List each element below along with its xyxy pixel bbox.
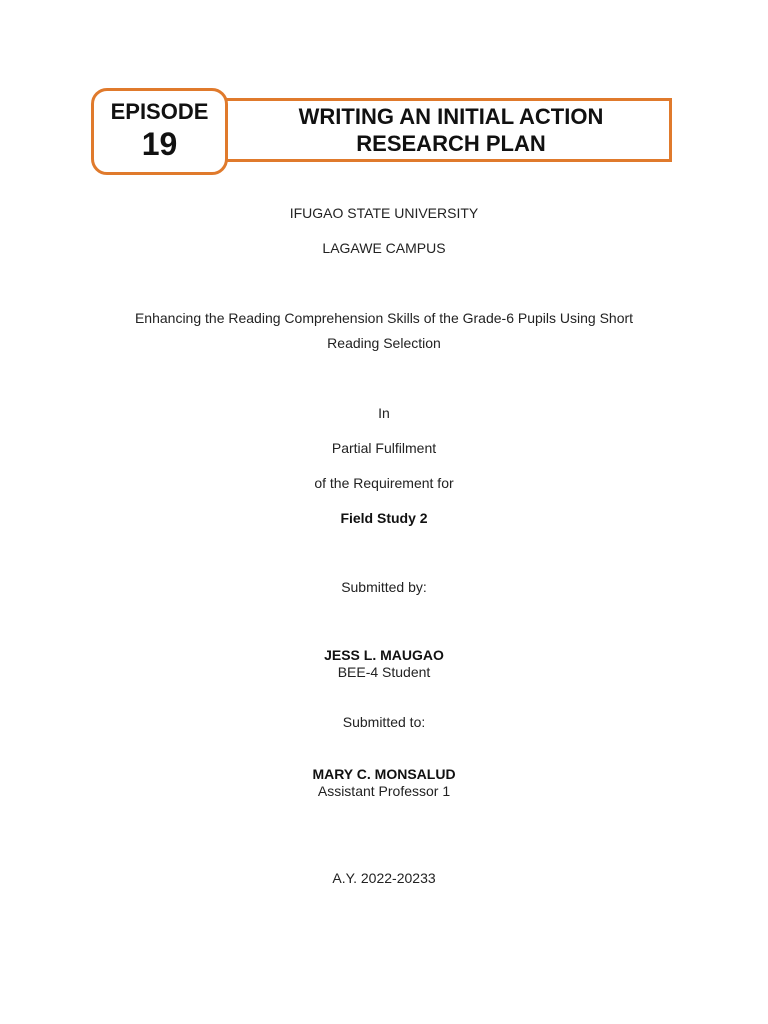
submitter-name: JESS L. MAUGAO <box>324 647 444 663</box>
in-text: In <box>378 405 390 421</box>
episode-badge <box>91 88 228 175</box>
research-title-line-1: Enhancing the Reading Comprehension Skills of the Grade-6 Pupils Using Short <box>134 310 634 326</box>
title-line-2: RESEARCH PLAN <box>356 131 546 156</box>
title-banner <box>222 98 672 162</box>
campus-name: LAGAWE CAMPUS <box>322 240 446 256</box>
recipient-name: MARY C. MONSALUD <box>312 766 456 782</box>
episode-number: 19 <box>141 126 178 162</box>
course-name: Field Study 2 <box>340 510 428 526</box>
submitted-to-label: Submitted to: <box>342 714 426 730</box>
research-title-line-2: Reading Selection <box>327 335 441 351</box>
submitted-by-label: Submitted by: <box>341 579 427 595</box>
submitter-role: BEE-4 Student <box>337 664 431 680</box>
title-line-1: WRITING AN INITIAL ACTION <box>298 104 604 129</box>
requirement-text: of the Requirement for <box>314 475 454 491</box>
episode-label: EPISODE <box>110 99 209 124</box>
recipient-role: Assistant Professor 1 <box>317 783 451 799</box>
partial-fulfilment-text: Partial Fulfilment <box>331 440 437 456</box>
academic-year: A.Y. 2022-20233 <box>332 870 436 886</box>
university-name: IFUGAO STATE UNIVERSITY <box>289 205 479 221</box>
